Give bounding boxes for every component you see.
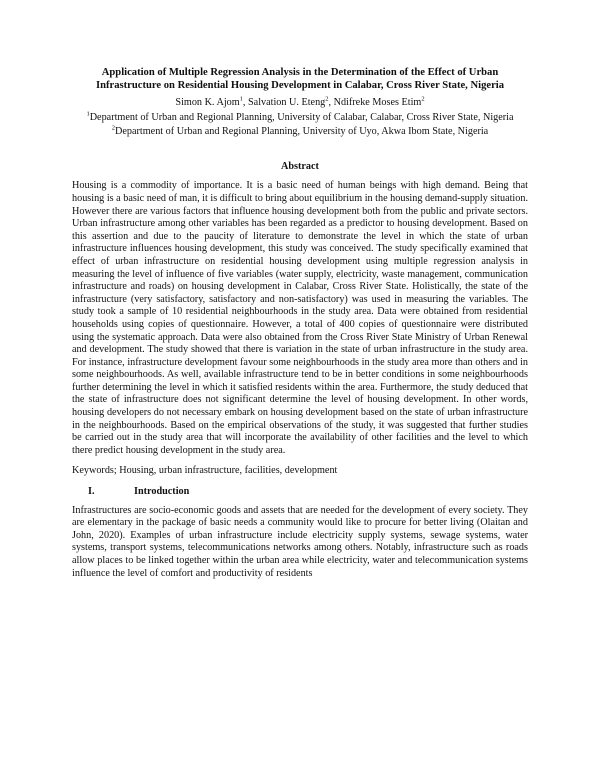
affiliation-text: Department of Urban and Regional Planning, University of Uyo, Akwa Ibom State, Nigeria — [115, 126, 489, 138]
introduction-body: Infrastructures are socio-economic goods and assets that are needed for the development of every society. They are elementary in the package of basic needs a community would like to procure for better living (Olaitan and John, 2020). Examples of urban infrastructure include electricity supply systems, sewage systems, water systems, transport systems, telecommunications networks among others. Notably, infrastructure such as roads allow places to be linked together within the urban area while electricity, water and telecommunication systems influence the level of comfort and productivity of residents — [72, 504, 528, 579]
affiliation — [72, 126, 528, 139]
author-affiliation-marker: 2 — [325, 95, 329, 103]
author-name: Salvation U. Eteng — [248, 97, 326, 108]
keywords: Keywords; Housing, urban infrastructure, facilities, development — [72, 465, 338, 477]
author-affiliation-marker: 2 — [421, 95, 425, 103]
author-list: Simon K. Ajom$^1$, Salvation U. Eteng$^2$, Ndifreke Moses Etim$^2$ — [175, 95, 425, 108]
affiliation-text: Department of Urban and Regional Planning, University of Calabar, Calabar, Cross River State, Nigeria — [89, 111, 514, 123]
section-heading — [88, 486, 528, 499]
affiliation-marker: 1 — [86, 110, 90, 118]
section-number: I. — [88, 486, 95, 498]
affiliation — [72, 112, 528, 125]
abstract-body: Housing is a commodity of importance. It is a basic need of human beings with high demand. Being that housing is a basic need of man, it is difficult to bring about equilibrium in the housing demand-supply situation. However there are various factors that influence housing development both from the public and private sectors. Urban infrastructure among other variables has been regarded as a predictor to housing development. Based on this assertion and due to the paucity of literature to demonstrate the level in which the state of urban infrastructure influences housing development, this study was conceived. The study specifically examined that effect of urban infrastructure on residential housing development using multiple regression analysis in measuring the level of influence of five variables (water supply, electricity, waste management, communication infrastructure and roads) on housing development in Calabar, Cross River State. Holistically, the state of the infrastructure (very satisfactory, satisfactory and non-satisfactory) was used in measuring the variables. The study took a sample of 10 residential neighbourhoods in the study area. Data were obtained from residential households using copies of questionnaire. However, a total of 400 copies of questionnaire were distributed using the systematic approach. Data were also obtained from the Cross River State Ministry of Urban Renewal and development. The study showed that there is variation in the state of urban infrastructure in the study area. For instance, infrastructure development favour some neighbourhoods in the study area more than others and in some neighbourhoods. As well, available infrastructure tend to be in better conditions in some neighbourhoods further determining the level in which it satisfied residents within the area. Furthermore, the study deduced that the state of infrastructure does not significant determine the level of housing development. In other words, housing developers do not necessary embark on housing development based on the state of urban infrastructure in the neighbourhoods. Based on the empirical observations of the study, it was suggested that further studies be carried out in the study area that will incorporate the availability of other facilities and the level to which there predict housing development in the study area. — [72, 180, 528, 456]
abstract-heading: Abstract — [281, 160, 319, 172]
paper-title: Application of Multiple Regression Analysis in the Determination of the Effect of Urban Infrastructure on Residential Housing Development in Calabar, Cross River State, Nigeria — [95, 67, 505, 91]
affiliation-marker: 2 — [111, 124, 116, 132]
author-affiliation-marker: 1 — [239, 95, 243, 103]
section-title: Introduction — [134, 486, 190, 498]
author-name: Ndifreke Moses Etim — [333, 97, 422, 108]
author-name: Simon K. Ajom — [175, 97, 240, 108]
